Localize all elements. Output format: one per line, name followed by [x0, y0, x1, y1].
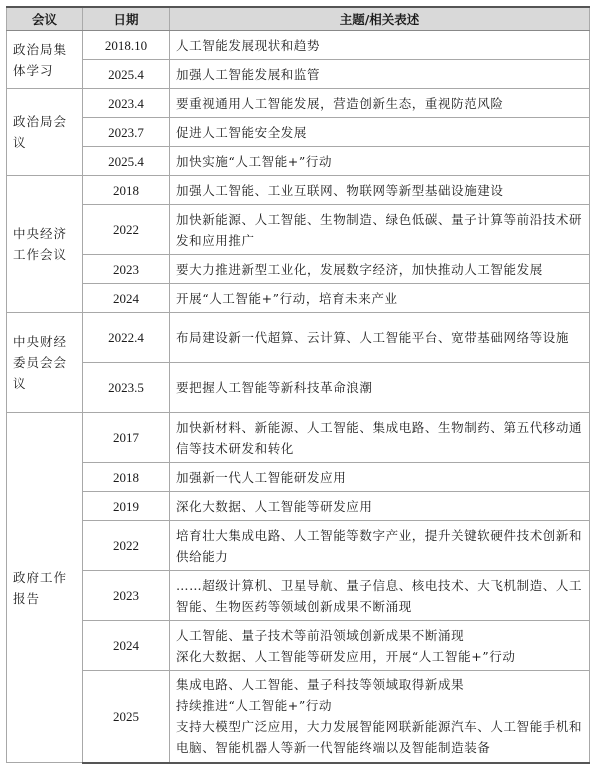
table-header-row	[7, 7, 590, 31]
header-description: 主题/相关表述	[170, 7, 590, 31]
description-cell: 人工智能发展现状和趋势	[170, 31, 590, 60]
description-cell: 要把握人工智能等新科技革命浪潮	[170, 363, 590, 413]
table-row	[7, 205, 590, 255]
description-cell: 布局建设新一代超算、云计算、人工智能平台、宽带基础网络等设施	[170, 313, 590, 363]
description-cell: 要大力推进新型工业化，发展数字经济，加快推动人工智能发展	[170, 255, 590, 284]
date-cell: 2022	[83, 521, 170, 571]
date-cell: 2018	[83, 176, 170, 205]
table-row	[7, 463, 590, 492]
description-cell: 加强新一代人工智能研发应用	[170, 463, 590, 492]
meeting-cell: 政治局集体学习	[7, 31, 83, 89]
table-row	[7, 521, 590, 571]
date-cell: 2023.7	[83, 118, 170, 147]
table-row	[7, 313, 590, 363]
date-cell: 2025.4	[83, 147, 170, 176]
policy-table	[6, 6, 590, 764]
date-cell: 2018	[83, 463, 170, 492]
date-cell: 2025.4	[83, 60, 170, 89]
table-row	[7, 413, 590, 463]
meeting-cell: 中央经济工作会议	[7, 176, 83, 313]
date-cell: 2019	[83, 492, 170, 521]
date-cell: 2024	[83, 621, 170, 671]
description-cell: 培育壮大集成电路、人工智能等数字产业，提升关键软硬件技术创新和供给能力	[170, 521, 590, 571]
description-cell: 加强人工智能、工业互联网、物联网等新型基础设施建设	[170, 176, 590, 205]
meeting-cell: 政治局会议	[7, 89, 83, 176]
date-cell: 2022.4	[83, 313, 170, 363]
description-cell: 人工智能、量子技术等前沿领域创新成果不断涌现 深化大数据、人工智能等研发应用，开展“人工智能+”行动	[170, 621, 590, 671]
table-row	[7, 147, 590, 176]
table-row	[7, 31, 590, 60]
table-row	[7, 284, 590, 313]
table-row	[7, 118, 590, 147]
header-date: 日期	[83, 7, 170, 31]
date-cell: 2025	[83, 671, 170, 763]
description-cell: 加快新能源、人工智能、生物制造、绿色低碳、量子计算等前沿技术研发和应用推广	[170, 205, 590, 255]
date-cell: 2017	[83, 413, 170, 463]
date-cell: 2022	[83, 205, 170, 255]
table-row	[7, 621, 590, 671]
table-body	[7, 31, 590, 763]
description-cell: 深化大数据、人工智能等研发应用	[170, 492, 590, 521]
meeting-cell: 中央财经委员会会议	[7, 313, 83, 413]
description-cell: 要重视通用人工智能发展，营造创新生态，重视防范风险	[170, 89, 590, 118]
date-cell: 2023.5	[83, 363, 170, 413]
table-row	[7, 492, 590, 521]
description-cell: 集成电路、人工智能、量子科技等领域取得新成果 持续推进“人工智能+”行动 支持大模型广泛应用，大力发展智能网联新能源汽车、人工智能手机和电脑、智能机器人等新一代智能终端以及智能制造装备	[170, 671, 590, 763]
date-cell: 2023.4	[83, 89, 170, 118]
description-cell: ……超级计算机、卫星导航、量子信息、核电技术、大飞机制造、人工智能、生物医药等领域创新成果不断涌现	[170, 571, 590, 621]
header-meeting: 会议	[7, 7, 83, 31]
table-row	[7, 89, 590, 118]
date-cell: 2023	[83, 255, 170, 284]
description-cell: 促进人工智能安全发展	[170, 118, 590, 147]
table-row	[7, 671, 590, 763]
table-row	[7, 571, 590, 621]
table-row	[7, 255, 590, 284]
table-row	[7, 60, 590, 89]
meeting-cell: 政府工作报告	[7, 413, 83, 763]
description-cell: 加快新材料、新能源、人工智能、集成电路、生物制药、第五代移动通信等技术研发和转化	[170, 413, 590, 463]
description-cell: 开展“人工智能+”行动，培育未来产业	[170, 284, 590, 313]
date-cell: 2018.10	[83, 31, 170, 60]
date-cell: 2024	[83, 284, 170, 313]
table-row	[7, 176, 590, 205]
description-cell: 加强人工智能发展和监管	[170, 60, 590, 89]
description-cell: 加快实施“人工智能+”行动	[170, 147, 590, 176]
table-row	[7, 363, 590, 413]
date-cell: 2023	[83, 571, 170, 621]
